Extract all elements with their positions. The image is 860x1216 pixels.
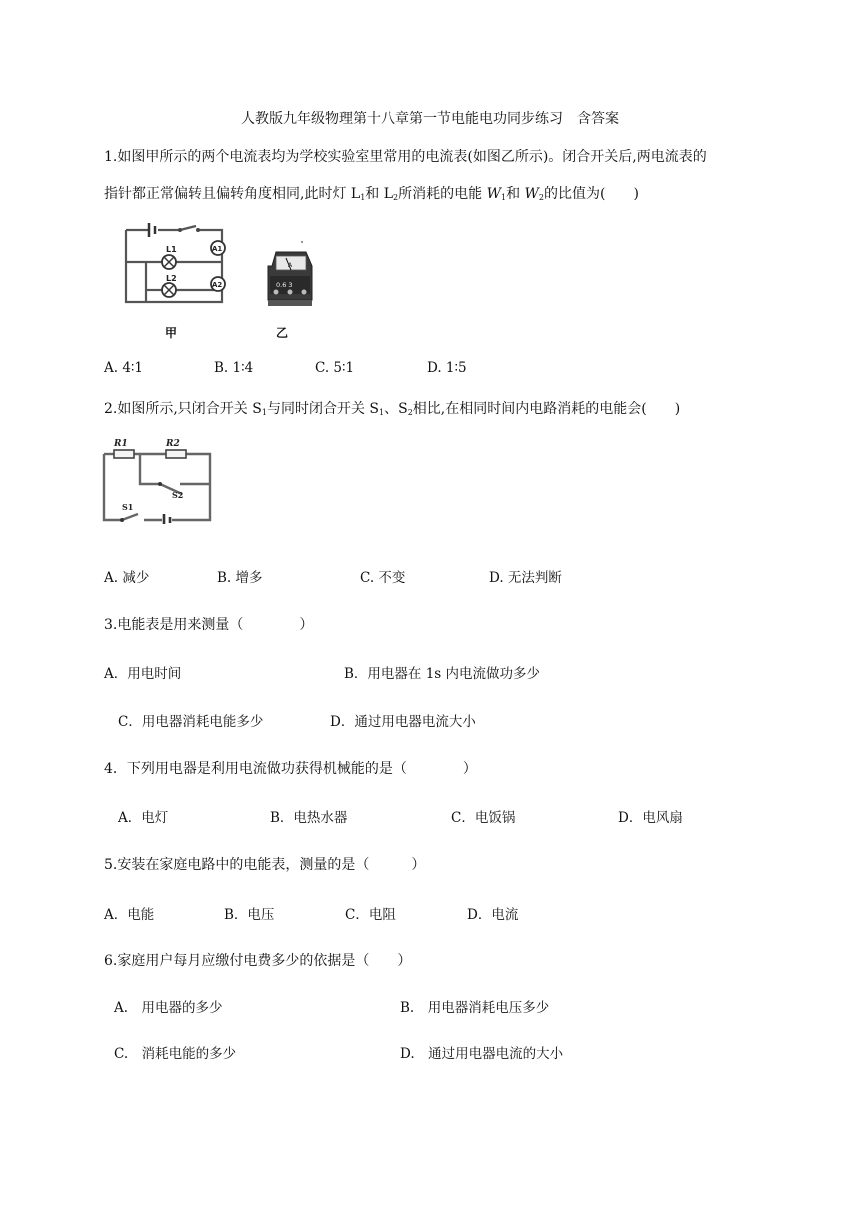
q4-option-b[interactable]: B．电热水器: [270, 810, 348, 826]
q6-option-d[interactable]: D. 通过用电器电流的大小: [400, 1046, 564, 1062]
question-5-text: 5.安装在家庭电路中的电能表，测量的是（ ）: [104, 857, 426, 873]
q3-option-c[interactable]: C．用电器消耗电能多少: [118, 714, 264, 730]
label-S1: S1: [122, 502, 134, 512]
figure-label-yi: 乙: [276, 326, 289, 340]
q6-option-c[interactable]: C. 消耗电能的多少: [114, 1046, 237, 1062]
label-R2: R2: [166, 439, 180, 449]
q6-option-a[interactable]: A. 用电器的多少: [114, 1000, 223, 1016]
q4-option-a[interactable]: A．电灯: [118, 810, 169, 826]
figure-circuit-jia: [118, 220, 238, 310]
q2-option-a[interactable]: A. 减少: [104, 570, 150, 586]
meter-scale: 0.6 3: [276, 281, 293, 289]
label-A2: A2: [212, 281, 223, 289]
figure-circuit-q2: [100, 434, 215, 524]
q2-option-c[interactable]: C. 不变: [360, 570, 406, 586]
label-L2: L2: [166, 274, 177, 283]
q6-option-b[interactable]: B. 用电器消耗电压多少: [400, 1000, 550, 1016]
question-4-text: 4．下列用电器是利用电流做功获得机械能的是（ ）: [104, 761, 477, 777]
q5-option-a[interactable]: A．电能: [104, 907, 155, 923]
q1-option-d[interactable]: D. 1∶5: [427, 360, 467, 376]
q2-option-b[interactable]: B. 增多: [217, 570, 263, 586]
figure-ammeter-yi: [262, 238, 316, 314]
q1-option-c[interactable]: C. 5∶1: [315, 360, 355, 376]
meter-symbol: A: [288, 262, 293, 269]
figure-label-jia: 甲: [165, 326, 178, 340]
q3-option-d[interactable]: D．通过用电器电流大小: [330, 714, 476, 730]
label-S2: S2: [172, 490, 184, 500]
question-1-line-1: 1.如图甲所示的两个电流表均为学校实验室里常用的电流表(如图乙所示)。闭合开关后,两电流表的: [104, 149, 707, 165]
q4-option-d[interactable]: D．电风扇: [618, 810, 683, 826]
q5-option-c[interactable]: C．电阻: [345, 907, 396, 923]
label-R1: R1: [114, 439, 128, 449]
question-2-text: 2.如图所示,只闭合开关 $S_1$与同时闭合开关 $S_1$、$S_2$相比,在相同时间内电路消耗的电能会( ): [104, 401, 681, 417]
label-L1: L1: [166, 245, 177, 254]
q5-option-b[interactable]: B．电压: [224, 907, 275, 923]
question-3-text: 3.电能表是用来测量（ ）: [104, 617, 314, 633]
q1-option-b[interactable]: B. 1∶4: [214, 360, 254, 376]
question-1-line-2: 指针都正常偏转且偏转角度相同,此时灯 $L_1$和 $L_2$所消耗的电能 $W_1$和 $W_2$的比值为( ): [104, 186, 639, 202]
question-6-text: 6.家庭用户每月应缴付电费多少的依据是（ ）: [104, 953, 412, 969]
q1-option-a[interactable]: A. 4∶1: [104, 360, 144, 376]
label-A1: A1: [212, 245, 223, 253]
q3-option-a[interactable]: A．用电时间: [104, 666, 182, 682]
document-title: 人教版九年级物理第十八章第一节电能电功同步练习 含答案: [241, 111, 619, 127]
q4-option-c[interactable]: C．电饭锅: [451, 810, 516, 826]
q5-option-d[interactable]: D．电流: [467, 907, 519, 923]
q3-option-b[interactable]: B．用电器在 1s 内电流做功多少: [344, 666, 541, 682]
q2-option-d[interactable]: D. 无法判断: [489, 570, 562, 586]
